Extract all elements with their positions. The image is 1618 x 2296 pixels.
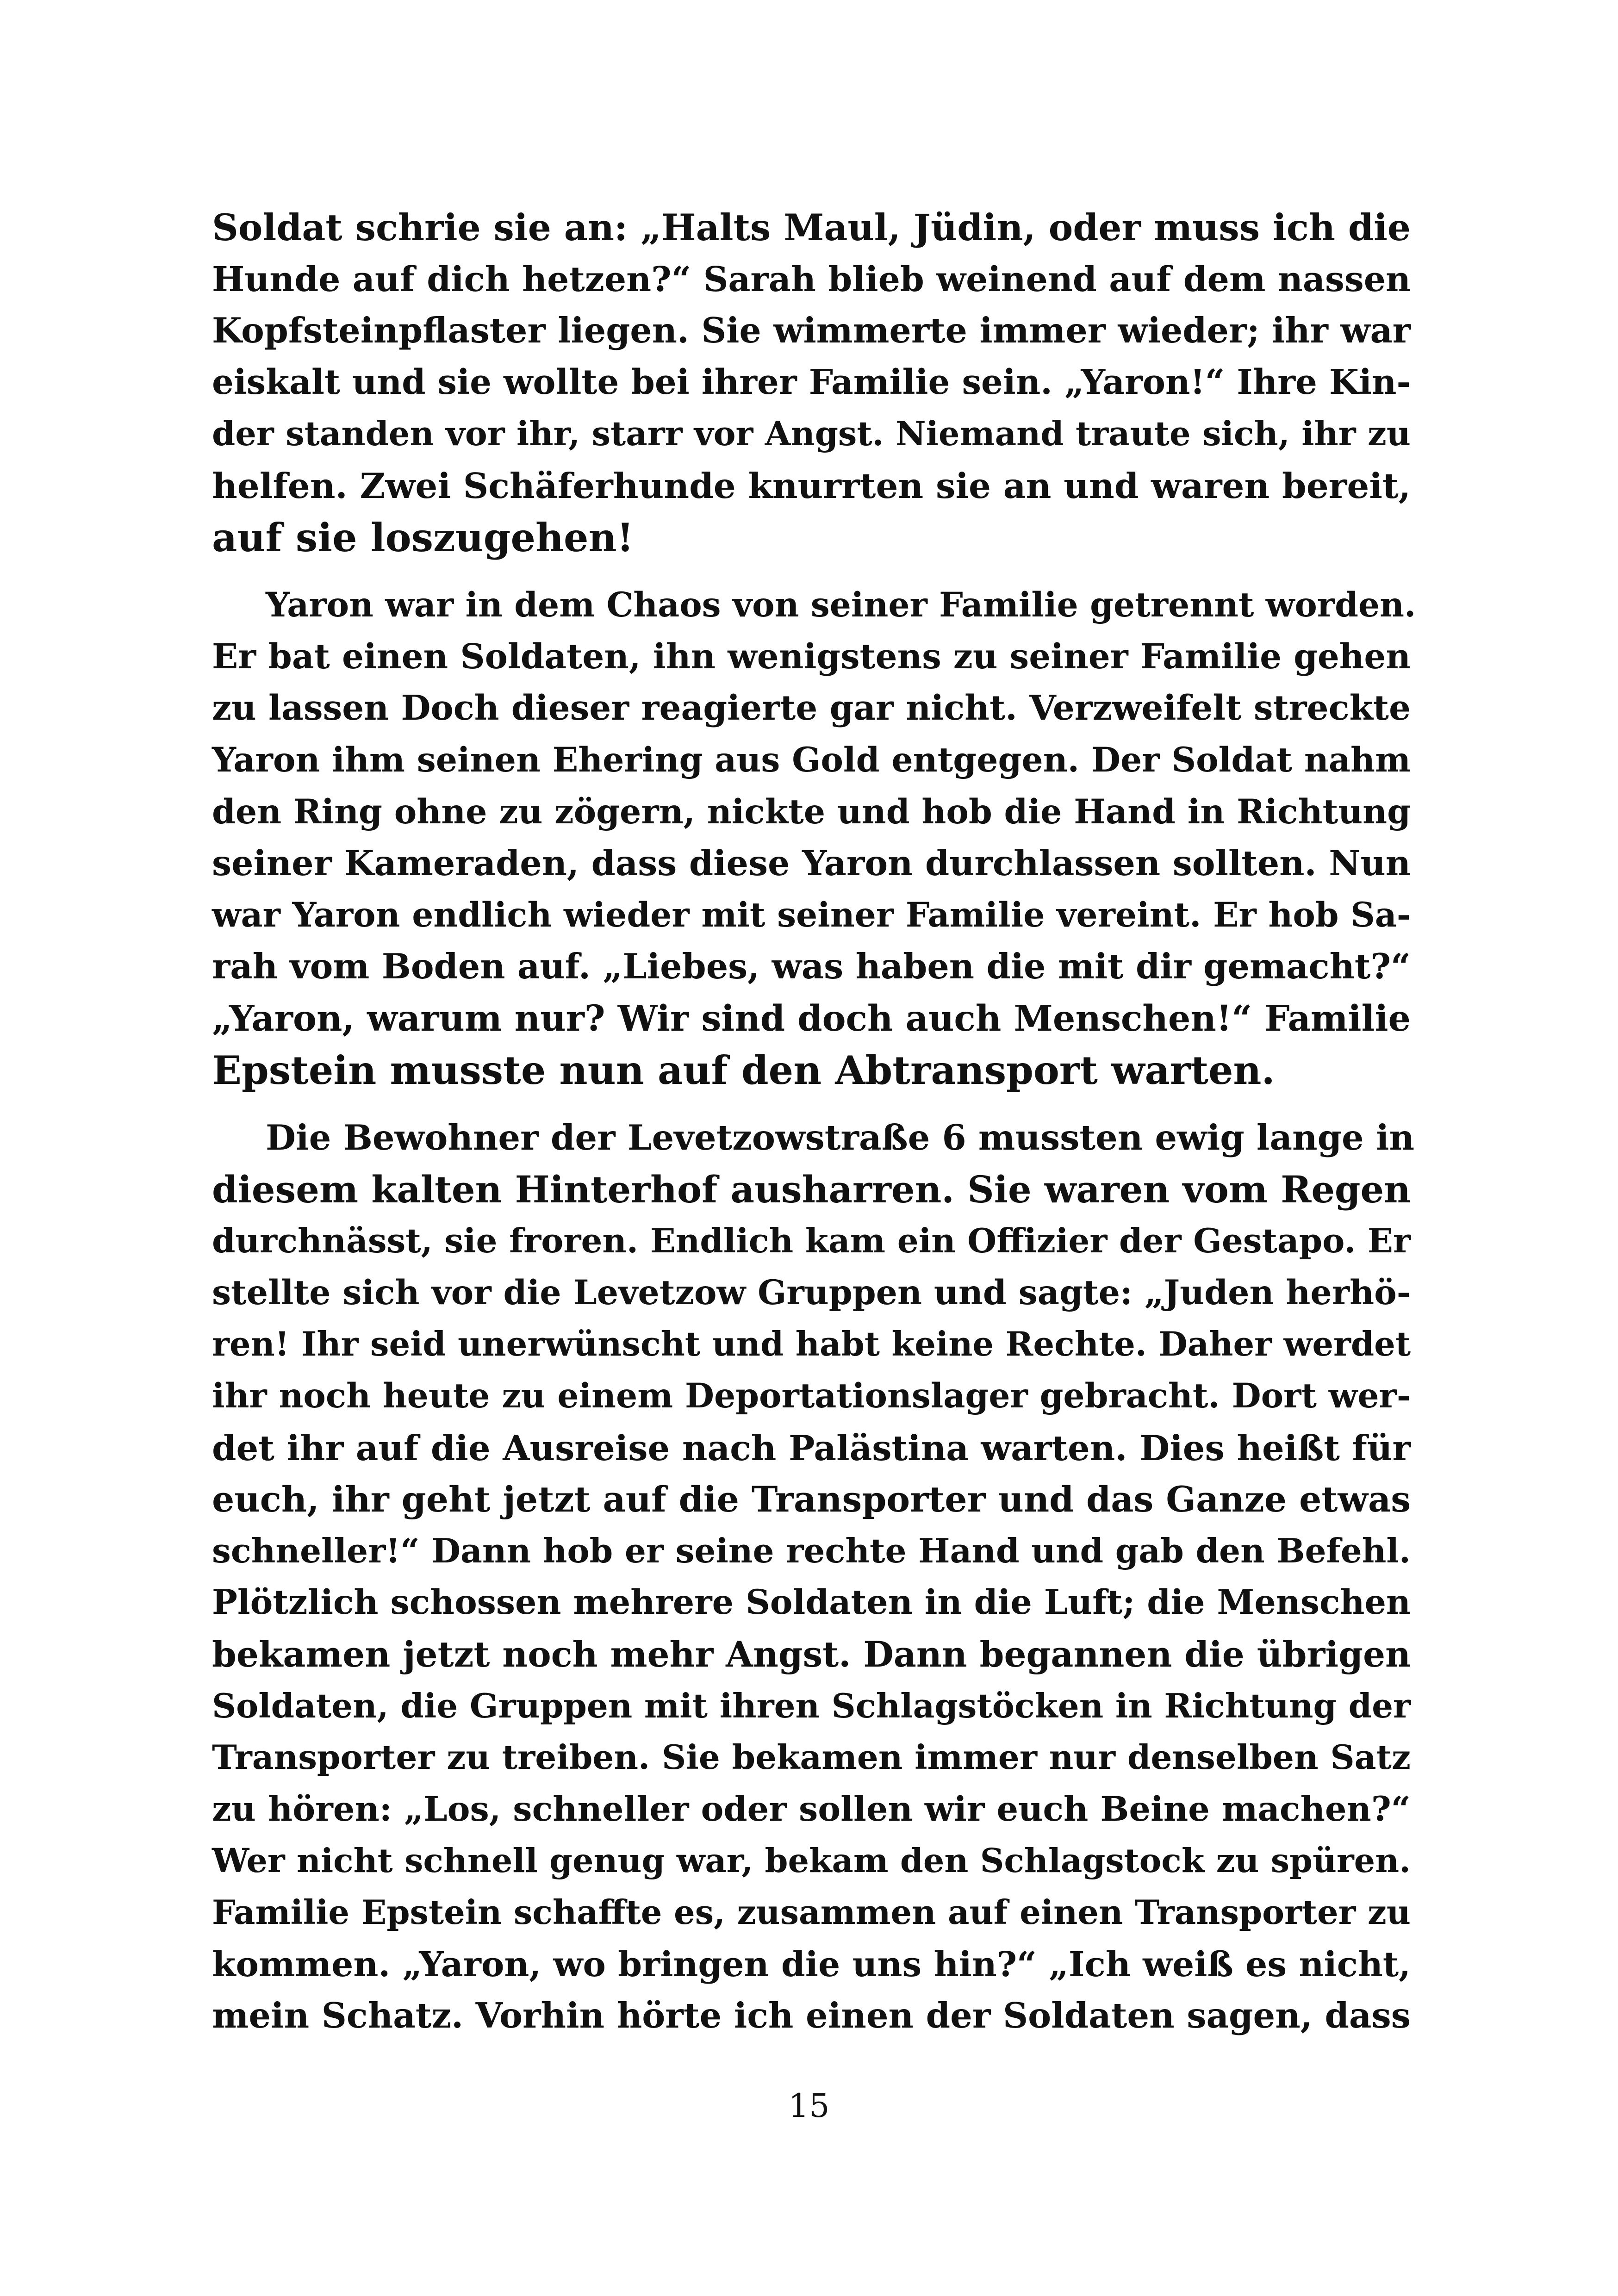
- body-text: [212, 202, 1416, 2042]
- text-line: durchnässt, sie froren. Endlich kam ein Offizier der Gestapo. Er: [212, 1221, 1411, 1261]
- text-line: diesem kalten Hinterhof ausharren. Sie waren vom Regen: [212, 1167, 1411, 1211]
- text-line: euch, ihr geht jetzt auf die Transporter und das Ganze etwas: [212, 1479, 1411, 1520]
- text-line: seiner Kameraden, dass diese Yaron durchlassen sollten. Nun: [212, 843, 1411, 884]
- text-line: Familie Epstein schaffte es, zusammen auf einen Transporter zu: [212, 1893, 1411, 1932]
- text-line: rah vom Boden auf. „Liebes, was haben die mit dir gemacht?“: [212, 946, 1411, 987]
- text-line: zu hören: „Los, schneller oder sollen wir euch Beine machen?“: [212, 1789, 1411, 1829]
- text-line: eiskalt und sie wollte bei ihrer Familie sein. „Yaron!“ Ihre Kin-: [212, 362, 1411, 402]
- text-line: der standen vor ihr, starr vor Angst. Niemand traute sich, ihr zu: [212, 414, 1411, 454]
- text-line: „Yaron, warum nur? Wir sind doch auch Menschen!“ Familie: [212, 997, 1411, 1039]
- text-line: schneller!“ Dann hob er seine rechte Hand und gab den Befehl.: [212, 1531, 1411, 1571]
- text-line: bekamen jetzt noch mehr Angst. Dann begannen die übrigen: [212, 1634, 1411, 1675]
- text-line: Yaron ihm seinen Ehering aus Gold entgegen. Der Soldat nahm: [212, 740, 1411, 780]
- text-line: mein Schatz. Vorhin hörte ich einen der Soldaten sagen, dass: [212, 1995, 1411, 2036]
- text-line: Plötzlich schossen mehrere Soldaten in die Luft; die Menschen: [212, 1582, 1411, 1623]
- text-line: zu lassen Doch dieser reagierte gar nicht. Verzweifelt streckte: [212, 688, 1411, 728]
- text-line: stellte sich vor die Levetzow Gruppen und sagte: „Juden herhö-: [212, 1273, 1411, 1313]
- text-line: auf sie loszugehen!: [212, 514, 634, 560]
- text-line: war Yaron endlich wieder mit seiner Familie vereint. Er hob Sa-: [212, 895, 1411, 935]
- text-line: Kopfsteinpflaster liegen. Sie wimmerte immer wieder; ihr war: [212, 310, 1411, 351]
- paragraph-2: [212, 579, 1416, 1096]
- text-line: Epstein musste nun auf den Abtransport warten.: [212, 1047, 1275, 1093]
- text-line: det ihr auf die Ausreise nach Palästina warten. Dies heißt für: [212, 1427, 1411, 1468]
- paragraph-1: [212, 202, 1411, 563]
- text-line: helfen. Zwei Schäferhunde knurrten sie an und waren bereit,: [212, 465, 1411, 506]
- page-number: 15: [788, 2087, 830, 2125]
- text-line: Transporter zu treiben. Sie bekamen immer nur denselben Satz: [212, 1738, 1411, 1778]
- text-line: Soldaten, die Gruppen mit ihren Schlagstöcken in Richtung der: [212, 1686, 1411, 1726]
- text-line: Soldat schrie sie an: „Halts Maul, Jüdin, oder muss ich die: [212, 206, 1411, 249]
- paragraph-3: [212, 1112, 1415, 2042]
- text-line: Hunde auf dich hetzen?“ Sarah blieb weinend auf dem nassen: [212, 258, 1411, 299]
- paragraph-spacing: [212, 563, 1411, 579]
- text-line: Yaron war in dem Chaos von seiner Familie getrennt worden.: [266, 585, 1416, 625]
- text-line: Er bat einen Soldaten, ihn wenigstens zu seiner Familie gehen: [212, 636, 1411, 677]
- text-line: ihr noch heute zu einem Deportationslager gebracht. Dort wer-: [212, 1376, 1411, 1416]
- text-line: kommen. „Yaron, wo bringen die uns hin?“ „Ich weiß es nicht,: [212, 1943, 1411, 1985]
- text-line: Wer nicht schnell genug war, bekam den Schlagstock zu spüren.: [212, 1841, 1411, 1880]
- text-line: ren! Ihr seid unerwünscht und habt keine Rechte. Daher werdet: [212, 1325, 1411, 1364]
- text-line: Die Bewohner der Levetzowstraße 6 mussten ewig lange in: [266, 1117, 1415, 1158]
- text-line: den Ring ohne zu zögern, nickte und hob die Hand in Richtung: [212, 792, 1411, 832]
- paragraph-spacing: [212, 1096, 1411, 1112]
